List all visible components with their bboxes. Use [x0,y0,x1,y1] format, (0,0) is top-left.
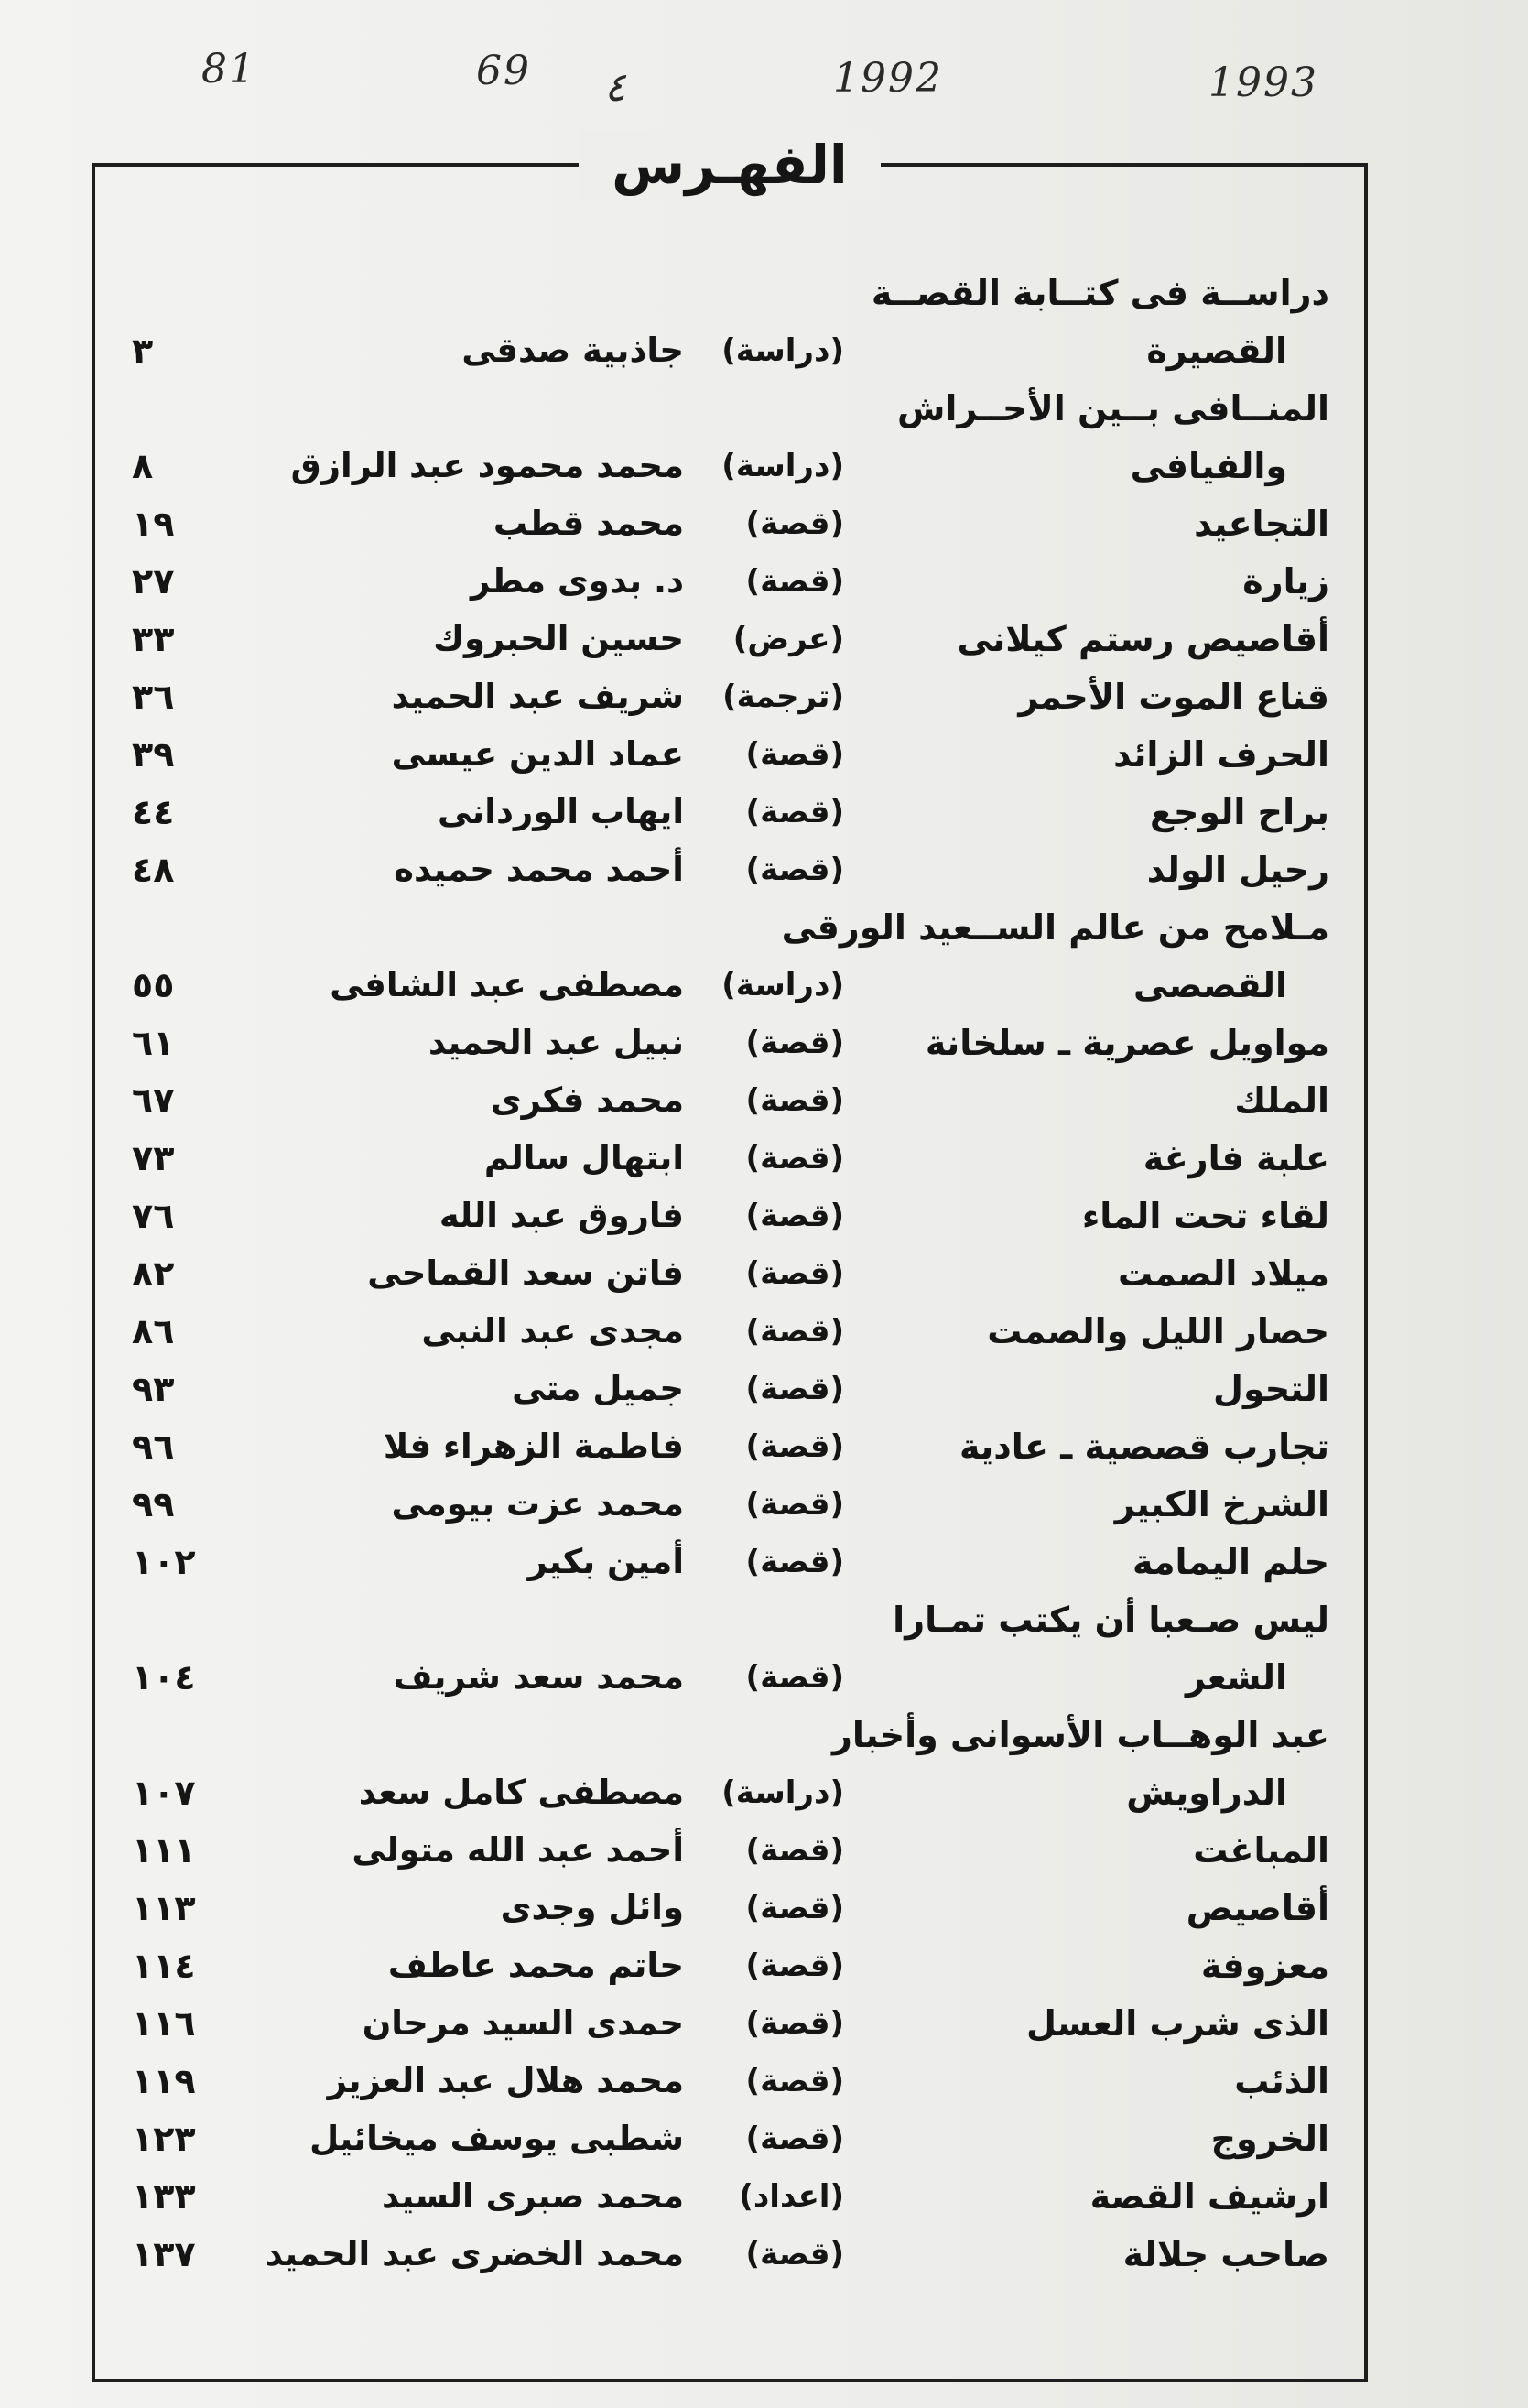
entry-page: ٨ [132,446,154,486]
entry-title: رحيل الولد [1146,850,1329,890]
entry-title: الحرف الزائد [1113,734,1329,775]
entry-page: ٦١ [132,1023,175,1063]
toc-row [132,613,1329,671]
toc-row [132,1652,1329,1709]
contents-frame [92,134,1368,2382]
entry-genre: (قصة) [745,2063,844,2099]
entry-genre: (دراسة) [721,967,844,1003]
entry-genre: (قصة) [745,736,844,773]
entry-title: القصيرة [1146,331,1287,371]
toc-row [132,1940,1329,1998]
entry-page: ١٣٣ [132,2176,196,2217]
entry-genre: (قصة) [745,2121,844,2157]
toc-row [132,1709,1329,1767]
entry-genre: (قصة) [745,1832,844,1869]
entry-author: حاتم محمد عاطف [387,1946,684,1985]
entry-genre: (دراسة) [721,448,844,484]
entry-title: والفيافى [1130,446,1287,486]
entry-page: ٧٣ [132,1138,175,1178]
entry-author: فاروق عبد الله [439,1196,684,1235]
toc-row [132,2113,1329,2171]
entry-author: محمد محمود عبد الرازق [290,446,684,485]
entry-page: ٤٤ [132,792,175,832]
entry-author: د. بدوى مطر [471,561,684,601]
entry-author: محمد قطب [493,504,684,543]
toc-row [132,1998,1329,2055]
entry-title: عبد الوهــاب الأسوانى وأخبار [832,1715,1329,1755]
toc-row [132,440,1329,498]
entry-page: ٩٣ [132,1369,175,1409]
toc-row [132,786,1329,844]
entry-title: ليس صـعبا أن يكتب تمـارا [893,1600,1329,1640]
entry-title: معزوفة [1200,1946,1329,1986]
entry-page: ١٩ [132,504,175,544]
entry-title: تجارب قصصية ـ عادية [959,1426,1329,1467]
toc-row [132,267,1329,325]
toc-row [132,1594,1329,1652]
handwritten-note: 81 [201,46,256,92]
entry-author: مجدى عبد النبى [421,1311,684,1350]
entry-page: ١٣٧ [132,2234,196,2274]
entry-title: الخروج [1210,2119,1329,2159]
entry-genre: (قصة) [745,1371,844,1407]
entry-page: ١٠٢ [132,1542,196,1582]
entry-page: ٦٧ [132,1080,175,1121]
entry-genre: (ترجمة) [722,678,844,715]
entry-page: ١١٦ [132,2003,196,2044]
entry-title: المباغت [1193,1830,1329,1871]
handwritten-note: ٤ [604,64,626,111]
handwritten-note: 1993 [1208,60,1318,106]
entry-title: دراســة فى كتــابة القصــة [871,273,1329,313]
entry-title: ميلاد الصمت [1117,1253,1329,1294]
toc-row [132,1767,1329,1825]
entry-page: ٣ [132,331,154,371]
entry-author: محمد سعد شريف [393,1657,684,1697]
handwritten-note: 69 [476,48,531,94]
entry-author: فاتن سعد القماحى [367,1253,684,1293]
entry-title: الدراويش [1126,1773,1287,1813]
entry-page: ٧٦ [132,1196,175,1236]
entry-title: الذئب [1234,2061,1329,2101]
toc-row [132,1363,1329,1421]
entry-author: محمد فكرى [490,1080,684,1120]
entry-genre: (قصة) [745,1025,844,1061]
toc-row [132,556,1329,613]
entry-page: ١١٣ [132,1888,196,1928]
toc-row [132,1882,1329,1940]
entry-page: ٩٩ [132,1484,175,1524]
entry-author: مصطفى كامل سعد [358,1773,684,1812]
entry-genre: (قصة) [745,1255,844,1292]
entry-genre: (قصة) [745,1313,844,1350]
entry-title: حلم اليمامة [1132,1542,1329,1582]
entry-author: أحمد محمد حميده [394,850,684,889]
entry-genre: (قصة) [745,1947,844,1984]
table-of-contents [132,267,1329,2286]
toc-row [132,1017,1329,1075]
entry-page: ١٠٧ [132,1773,196,1813]
entry-page: ٨٢ [132,1253,175,1294]
entry-genre: (قصة) [745,2005,844,2042]
entry-page: ٨٦ [132,1311,175,1351]
entry-genre: (قصة) [745,1544,844,1580]
entry-author: جاذبية صدقى [461,331,684,370]
entry-title: مـلامح من عالم الســعيد الورقى [781,907,1329,948]
entry-author: حسين الحبروك [433,619,684,658]
entry-author: وائل وجدى [500,1888,684,1927]
entry-author: جميل متى [512,1369,684,1408]
entry-title: القصصى [1133,965,1287,1005]
toc-row [132,902,1329,960]
entry-title: الملك [1234,1080,1329,1121]
entry-author: نبيل عبد الحميد [428,1023,684,1062]
toc-row [132,1133,1329,1190]
toc-row [132,1306,1329,1363]
entry-page: ٩٦ [132,1426,175,1467]
entry-title: قناع الموت الأحمر [1018,677,1329,717]
entry-author: أحمد عبد الله متولى [352,1830,684,1870]
entry-genre: (عرض) [732,621,844,657]
entry-genre: (قصة) [745,505,844,542]
entry-title: أقاصيص رستم كيلانى [957,619,1329,659]
entry-page: ٣٣ [132,619,175,659]
entry-author: محمد هلال عبد العزيز [327,2061,684,2100]
page-title: الفهـرس [579,130,881,200]
entry-genre: (قصة) [745,851,844,888]
entry-page: ١١٩ [132,2061,196,2101]
entry-title: الشعر [1185,1657,1287,1698]
toc-row [132,960,1329,1017]
entry-genre: (قصة) [745,1198,844,1234]
toc-row [132,1421,1329,1479]
entry-author: ابتهال سالم [483,1138,684,1177]
toc-row [132,498,1329,556]
toc-row [132,2171,1329,2229]
toc-row [132,1190,1329,1248]
entry-author: أمين بكير [527,1542,684,1581]
toc-row [132,2229,1329,2286]
entry-title: التجاعيد [1194,504,1329,544]
entry-page: ٤٨ [132,850,175,890]
entry-genre: (قصة) [745,563,844,600]
entry-title: التحول [1213,1369,1329,1409]
entry-page: ١٢٣ [132,2119,196,2159]
entry-author: محمد عزت بيومى [391,1484,684,1524]
entry-page: ٣٦ [132,677,175,717]
entry-author: مصطفى عبد الشافى [330,965,684,1004]
toc-row [132,1536,1329,1594]
entry-genre: (قصة) [745,794,844,830]
entry-page: ٢٧ [132,561,175,602]
entry-author: حمدى السيد مرحان [362,2003,684,2043]
toc-row [132,1825,1329,1882]
entry-title: علبة فارغة [1143,1138,1329,1178]
toc-row [132,729,1329,786]
entry-genre: (دراسة) [721,332,844,369]
entry-author: محمد صبرى السيد [381,2176,684,2216]
entry-author: فاطمة الزهراء فلا [383,1426,684,1466]
entry-author: شريف عبد الحميد [391,677,684,716]
entry-genre: (قصة) [745,1659,844,1696]
entry-title: المنــافى بــين الأحــراش [896,388,1329,428]
toc-row [132,1248,1329,1306]
toc-row [132,1075,1329,1133]
entry-genre: (قصة) [745,2236,844,2272]
entry-title: ارشيف القصة [1089,2176,1329,2217]
entry-page: ٥٥ [132,965,175,1005]
entry-title: أقاصيص [1186,1888,1329,1928]
entry-genre: (قصة) [745,1140,844,1177]
entry-genre: (اعداد) [739,2178,844,2215]
entry-author: ايهاب الوردانى [437,792,684,831]
entry-title: براح الوجع [1149,792,1329,832]
entry-page: ١١٤ [132,1946,196,1986]
toc-row [132,844,1329,902]
toc-row [132,325,1329,383]
entry-title: زيارة [1242,561,1329,602]
entry-author: عماد الدين عيسى [391,734,684,774]
entry-title: حصار الليل والصمت [987,1311,1329,1351]
entry-genre: (قصة) [745,1428,844,1465]
toc-row [132,383,1329,440]
entry-page: ٣٩ [132,734,175,775]
entry-author: شطبى يوسف ميخائيل [309,2119,684,2158]
entry-genre: (قصة) [745,1082,844,1119]
entry-page: ١١١ [132,1830,196,1871]
entry-genre: (قصة) [745,1890,844,1926]
entry-title: لقاء تحت الماء [1081,1196,1329,1236]
entry-author: محمد الخضرى عبد الحميد [265,2234,684,2273]
entry-title: صاحب جلالة [1122,2234,1329,2274]
entry-title: الشرخ الكبير [1114,1484,1329,1524]
entry-genre: (قصة) [745,1486,844,1523]
toc-row [132,671,1329,729]
entry-genre: (دراسة) [721,1774,844,1811]
toc-row [132,2055,1329,2113]
handwritten-note: 1992 [833,55,943,102]
entry-page: ١٠٤ [132,1657,196,1698]
entry-title: الذى شرب العسل [1025,2003,1329,2044]
entry-title: مواويل عصرية ـ سلخانة [925,1023,1329,1063]
toc-row [132,1479,1329,1536]
